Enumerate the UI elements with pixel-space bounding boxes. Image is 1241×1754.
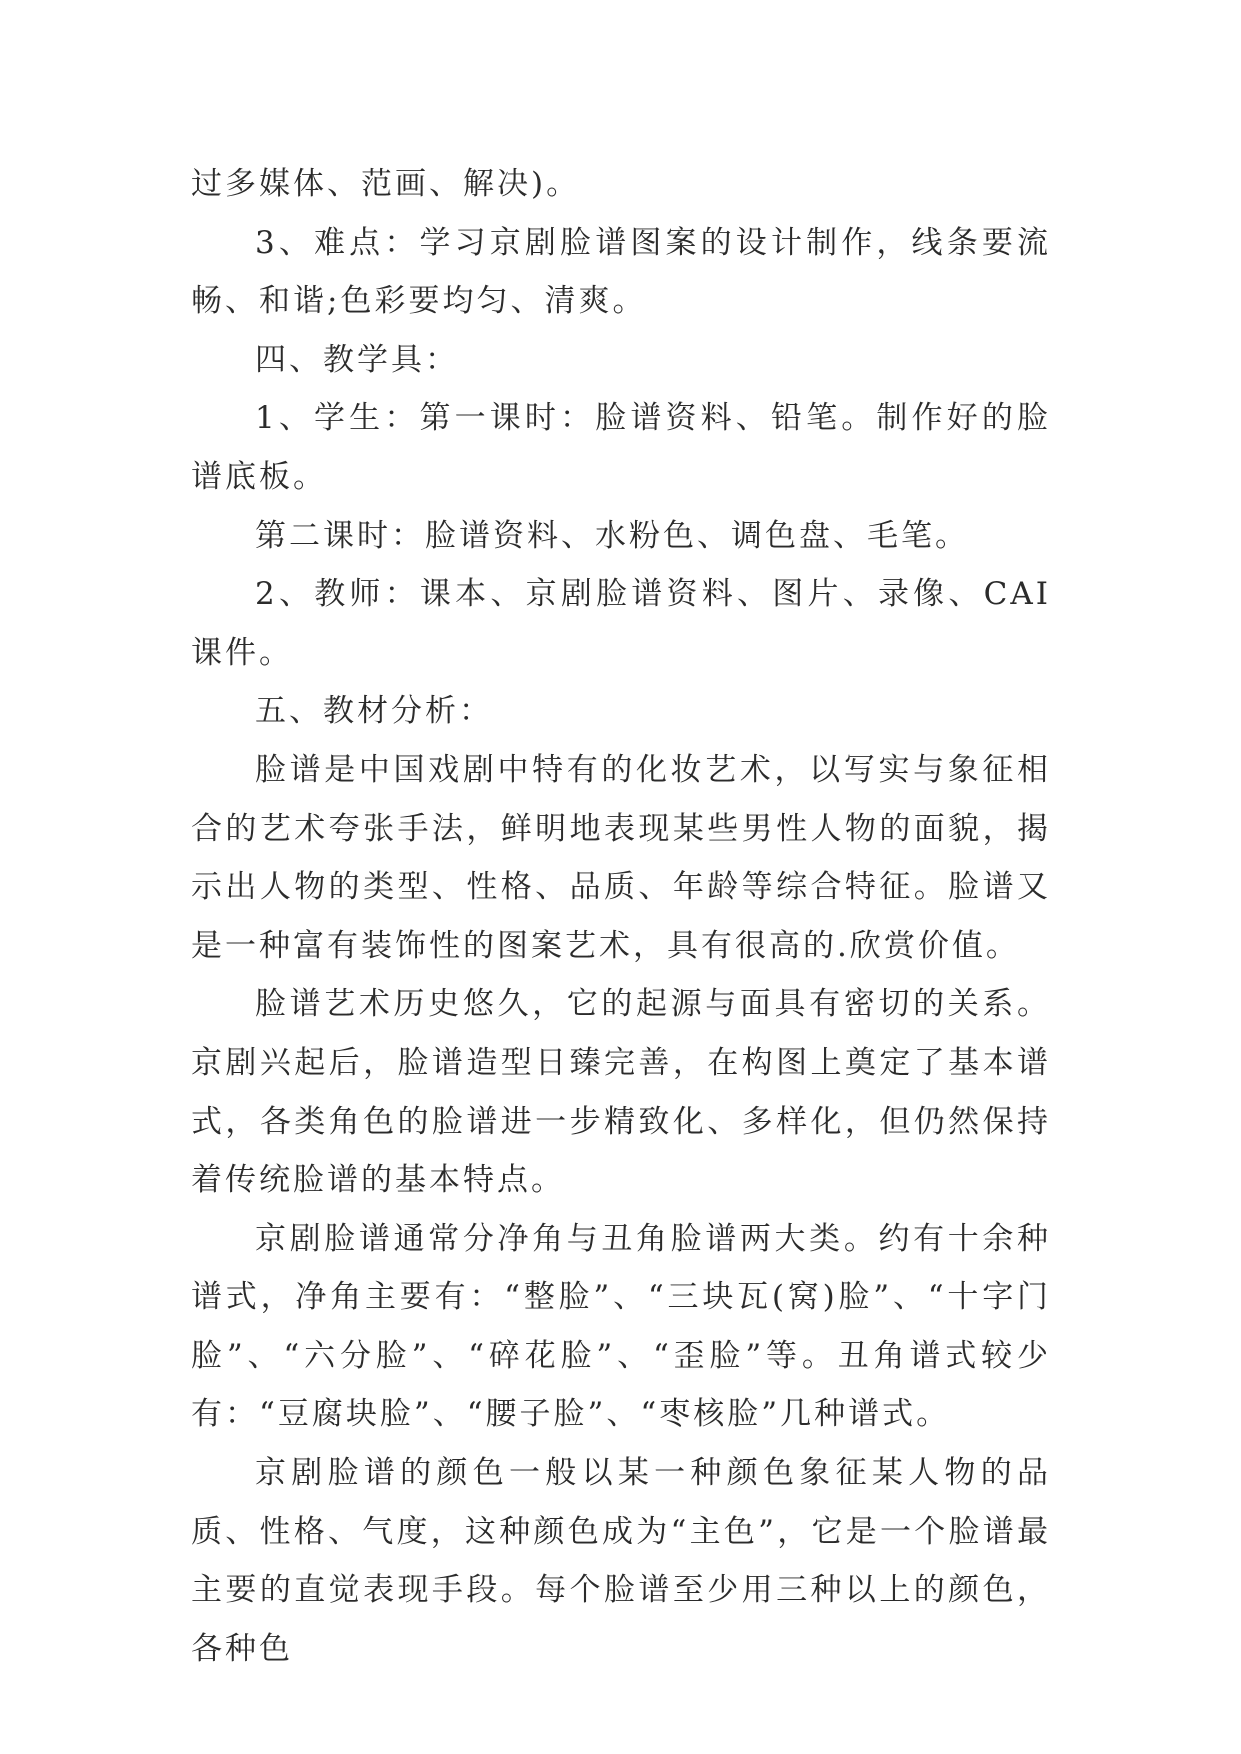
paragraph-students: 1、学生：第一课时：脸谱资料、铅笔。制作好的脸谱底板。 xyxy=(191,400,1051,495)
paragraph-categories: 京剧脸谱通常分净角与丑角脸谱两大类。约有十余种谱式，净角主要有：“整脸”、“三块瓦(窝)脸”、“十字门脸”、“六分脸”、“碎花脸”、“歪脸”等。丑角谱式较少有：“豆腐块脸”、“腰子脸”、“枣核脸”几种谱式。 xyxy=(191,1220,1051,1433)
heading-material-analysis: 五、教材分析： xyxy=(255,693,493,730)
paragraph-facial-makeup-intro: 脸谱是中国戏剧中特有的化妆艺术，以写实与象征相合的艺术夸张手法，鲜明地表现某些男性人物的面貌，揭示出人物的类型、性格、品质、年龄等综合特征。脸谱又是一种富有装饰性的图案艺术，具有很高的.欣赏价值。 xyxy=(191,751,1051,964)
paragraph-continuation: 过多媒体、范画、解决)。 xyxy=(191,166,581,202)
paragraph-second-lesson: 第二课时：脸谱资料、水粉色、调色盘、毛笔。 xyxy=(255,517,969,554)
paragraph-history: 脸谱艺术历史悠久，它的起源与面具有密切的关系。京剧兴起后，脸谱造型日臻完善，在构图上奠定了基本谱式，各类角色的脸谱进一步精致化、多样化，但仍然保持着传统脸谱的基本特点。 xyxy=(191,986,1051,1199)
document-body xyxy=(191,155,1051,1678)
paragraph-teacher: 2、教师：课本、京剧脸谱资料、图片、录像、CAI 课件。 xyxy=(191,576,1051,671)
paragraph-colors: 京剧脸谱的颜色一般以某一种颜色象征某人物的品质、性格、气度，这种颜色成为“主色”，它是一个脸谱最主要的直觉表现手段。每个脸谱至少用三种以上的颜色，各种色 xyxy=(191,1455,1051,1667)
paragraph-difficulty: 3、难点：学习京剧脸谱图案的设计制作，线条要流畅、和谐;色彩要均匀、清爽。 xyxy=(191,224,1051,320)
heading-teaching-aids: 四、教学具： xyxy=(255,341,459,378)
